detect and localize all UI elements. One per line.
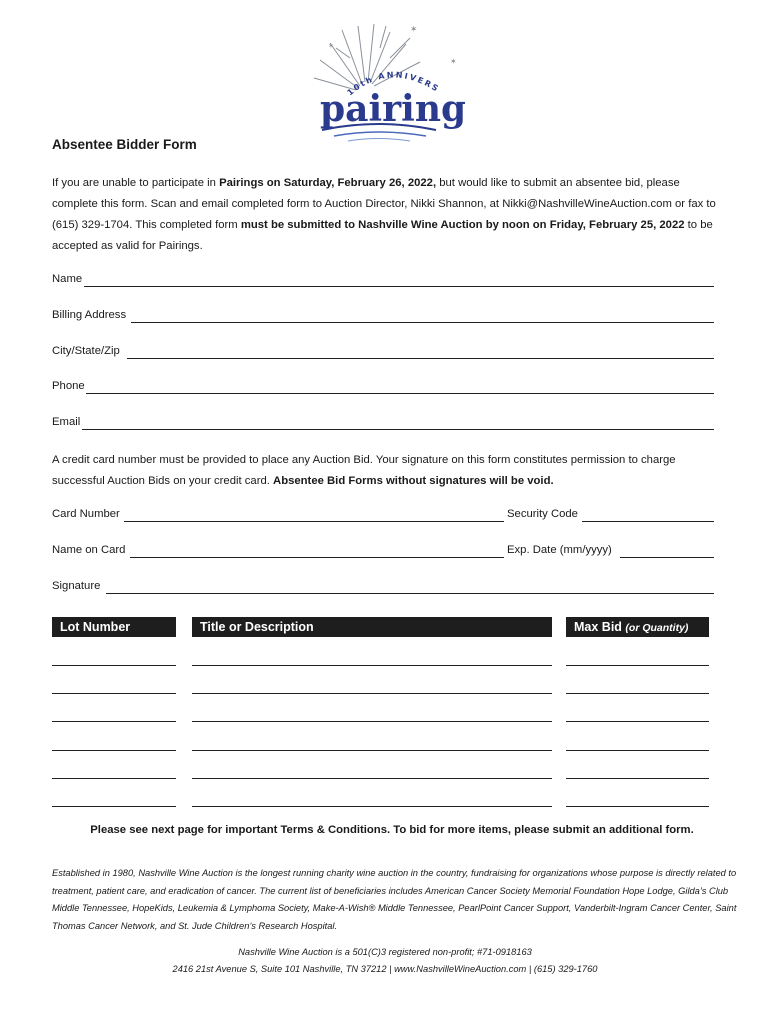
name-on-card-field[interactable] bbox=[130, 557, 504, 558]
name-on-card-label: Name on Card bbox=[52, 544, 126, 556]
email-label: Email bbox=[52, 416, 81, 428]
card-number-field[interactable] bbox=[124, 521, 504, 522]
svg-text:✶: ✶ bbox=[450, 57, 457, 66]
max-bid-field[interactable] bbox=[566, 665, 709, 666]
city-state-zip-label: City/State/Zip bbox=[52, 345, 120, 357]
name-label: Name bbox=[52, 273, 83, 285]
form-title: Absentee Bidder Form bbox=[52, 137, 197, 152]
security-code-label: Security Code bbox=[507, 508, 578, 520]
max-bid-field[interactable] bbox=[566, 750, 709, 751]
title-description-header: Title or Description bbox=[192, 617, 552, 637]
footer-nonprofit: Nashville Wine Auction is a 501(C)3 registered non-profit; #71-0918163 bbox=[238, 947, 532, 957]
max-bid-header: Max Bid (or Quantity) bbox=[566, 617, 709, 637]
terms-note: Please see next page for important Terms & Conditions. To bid for more items, please submit an additional form. bbox=[90, 824, 694, 836]
max-bid-field[interactable] bbox=[566, 721, 709, 722]
exp-date-label: Exp. Date (mm/yyyy) bbox=[507, 544, 612, 556]
lot-number-field[interactable] bbox=[52, 721, 176, 722]
svg-text:10th ANNIVERSARY bbox=[290, 18, 441, 97]
footer-contact: 2416 21st Avenue S, Suite 101 Nashville, TN 37212 | www.NashvilleWineAuction.com | (615) 329-1760 bbox=[172, 964, 598, 974]
max-bid-field[interactable] bbox=[566, 778, 709, 779]
intro-paragraph: If you are unable to participate in Pairings on Saturday, February 26, 2022, but would like to submit an absentee bid, please complete this form. Scan and email completed form to Auction Director, Nikki Shannon, at Nikki@NashvilleWineAuction.com or fax to (615) 329-1704. This completed form must be submitted to Nashville Wine Auction by noon on Friday, February 25, 2022 to be accepted as valid for Pairings. bbox=[52, 177, 716, 252]
title-field[interactable] bbox=[192, 806, 552, 807]
max-bid-field[interactable] bbox=[566, 806, 709, 807]
lot-number-field[interactable] bbox=[52, 665, 176, 666]
city-state-zip-field[interactable] bbox=[127, 358, 714, 359]
phone-field[interactable] bbox=[86, 393, 714, 394]
title-field[interactable] bbox=[192, 665, 552, 666]
lot-number-field[interactable] bbox=[52, 693, 176, 694]
billing-address-label: Billing Address bbox=[52, 309, 127, 321]
anniversary-text: 10th ANNIVERS bbox=[345, 70, 442, 98]
credit-paragraph: A credit card number must be provided to place any Auction Bid. Your signature on this form constitutes permission to charge successful Auction Bids on your credit card. Absentee Bid Forms without signatures will be void. bbox=[52, 454, 676, 487]
brand-text: pairing bbox=[320, 88, 465, 130]
pairings-logo bbox=[290, 18, 465, 148]
lot-number-header: Lot Number bbox=[52, 617, 176, 637]
max-bid-field[interactable] bbox=[566, 693, 709, 694]
title-field[interactable] bbox=[192, 778, 552, 779]
phone-label: Phone bbox=[52, 380, 85, 392]
title-field[interactable] bbox=[192, 750, 552, 751]
name-field[interactable] bbox=[84, 286, 714, 287]
established-paragraph: Established in 1980, Nashville Wine Auction is the longest running charity wine auction in the country, fundraising for organizations whose purpose is directly related to treatment, patient care, and eradication of cancer. The current list of beneficiaries includes American Cancer Society Memorial Foundation Hope Lodge, Gilda’s Club Middle Tennessee, HopeKids, Leukemia & Lymphoma Society, Make-A-Wish® Middle Tennessee, PearlPoint Cancer Support, Vanderbilt-Ingram Cancer Center, Saint Thomas Cancer Network, and St. Jude Children’s Research Hospital. bbox=[52, 868, 737, 931]
title-field[interactable] bbox=[192, 693, 552, 694]
svg-text:✶: ✶ bbox=[410, 25, 418, 35]
lot-number-field[interactable] bbox=[52, 806, 176, 807]
card-number-label: Card Number bbox=[52, 508, 120, 520]
title-field[interactable] bbox=[192, 721, 552, 722]
lot-number-field[interactable] bbox=[52, 778, 176, 779]
email-field[interactable] bbox=[82, 429, 714, 430]
lot-number-field[interactable] bbox=[52, 750, 176, 751]
exp-date-field[interactable] bbox=[620, 557, 714, 558]
billing-address-field[interactable] bbox=[131, 322, 714, 323]
signature-label: Signature bbox=[52, 580, 101, 592]
signature-field[interactable] bbox=[106, 593, 714, 594]
svg-text:✶: ✶ bbox=[328, 42, 334, 50]
security-code-field[interactable] bbox=[582, 521, 714, 522]
